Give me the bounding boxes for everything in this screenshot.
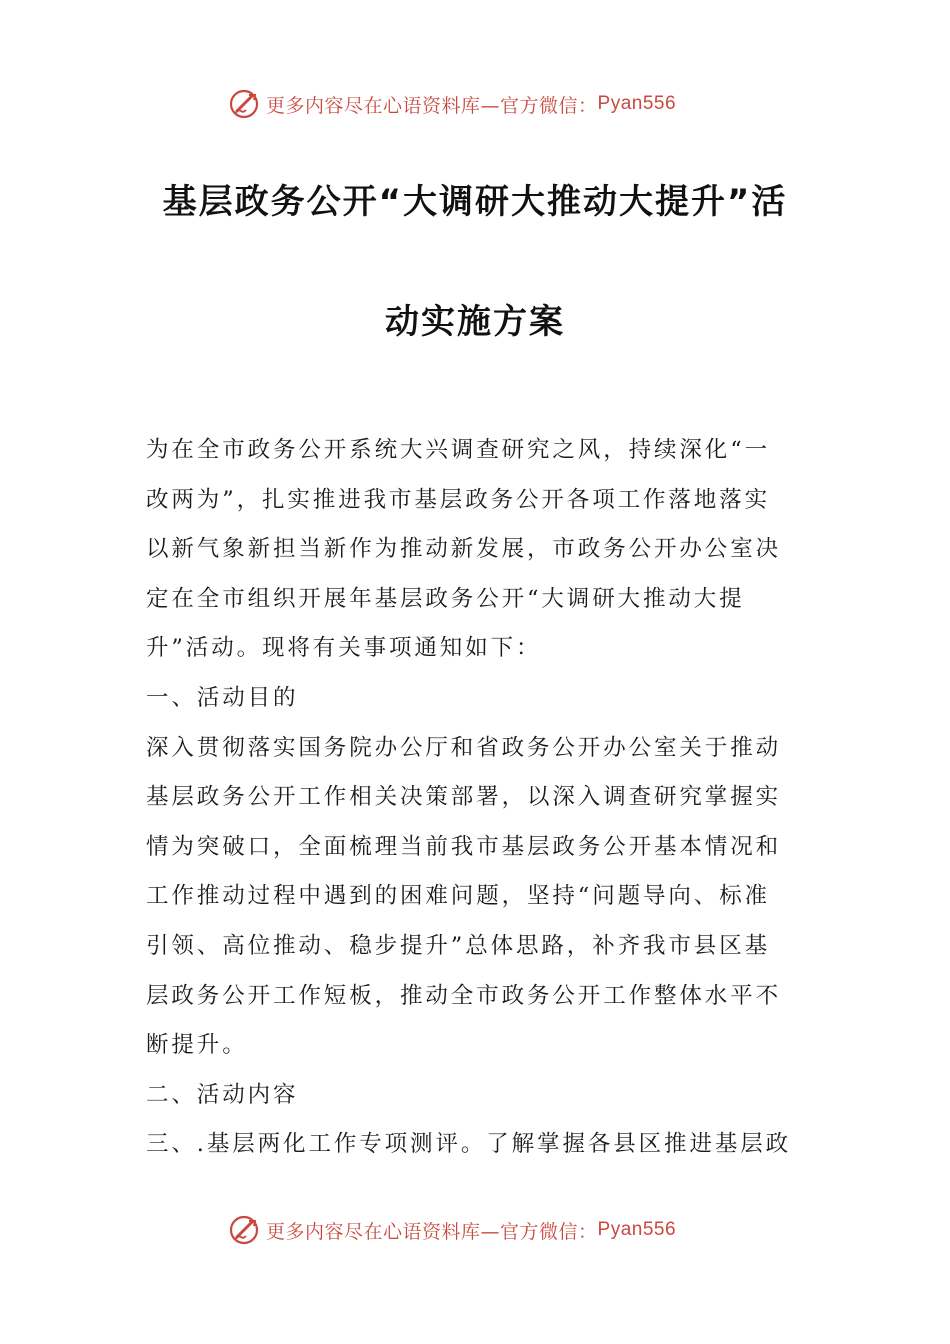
document-title-line-1: 基层政务公开“大调研大推动大提升”活 [162, 182, 788, 222]
body-line: 三、.基层两化工作专项测评。了解掌握各县区推进基层政 [146, 1131, 792, 1158]
body-line: 引领、高位推动、稳步提升”总体思路，补齐我市县区基 [146, 932, 771, 959]
body-line: 改两为”，扎实推进我市基层政务公开各项工作落地落实 [146, 486, 771, 513]
section-heading-purpose: 一、活动目的 [146, 684, 299, 711]
banner-text: 更多内容尽在心语资料库—官方微信： [266, 94, 598, 117]
body-line: 断提升。 [146, 1032, 248, 1059]
body-line: 以新气象新担当新作为推动新发展，市政务公开办公室决 [146, 536, 782, 563]
body-line: 基层政务公开工作相关决策部署，以深入调查研究掌握实 [146, 784, 782, 811]
section-heading-content: 二、活动内容 [146, 1081, 299, 1108]
banner-wechat-id: Pyan556 [597, 1219, 677, 1240]
document-body [146, 426, 806, 1170]
watermark-banner-bottom [228, 1210, 676, 1250]
body-line: 情为突破口，全面梳理当前我市基层政务公开基本情况和 [146, 833, 782, 860]
body-line: 升”活动。现将有关事项通知如下： [146, 635, 542, 662]
document-title-line-2: 动实施方案 [385, 302, 565, 342]
body-line: 层政务公开工作短板，推动全市政务公开工作整体水平不 [146, 982, 782, 1009]
pen-logo-icon [228, 1213, 262, 1247]
banner-text: 更多内容尽在心语资料库—官方微信： [266, 1220, 598, 1243]
body-line: 为在全市政务公开系统大兴调查研究之风，持续深化“一 [146, 437, 771, 463]
body-line: 定在全市组织开展年基层政务公开“大调研大推动大提 [146, 585, 745, 612]
pen-logo-icon [228, 87, 262, 121]
watermark-banner-top [228, 84, 676, 124]
body-line: 工作推动过程中遇到的困难问题，坚持“问题导向、标准 [146, 883, 771, 910]
body-line: 深入贯彻落实国务院办公厅和省政务公开办公室关于推动 [146, 734, 782, 761]
banner-wechat-id: Pyan556 [597, 93, 677, 114]
